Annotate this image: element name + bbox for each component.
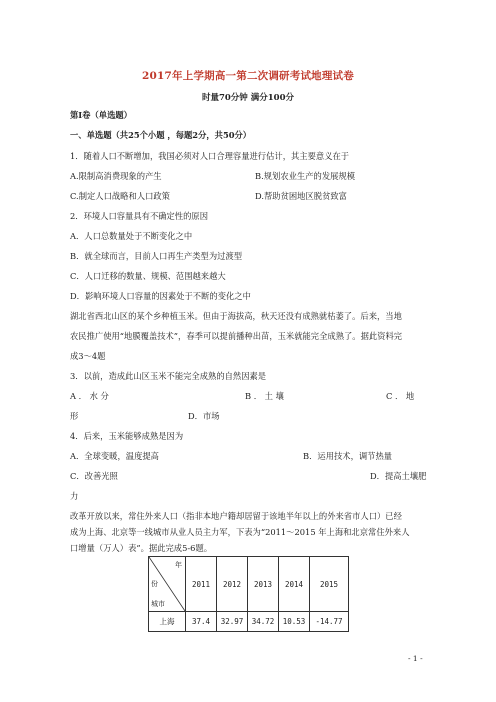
table-year-header: 2013 <box>248 557 279 612</box>
q2-option-c: C．人口迁移的数量、规模、范围越来越大 <box>70 271 226 281</box>
table-header-row <box>149 557 349 612</box>
q3-stem: 3．以前，造成此山区玉米不能完全成熟的自然因素是 <box>70 371 267 381</box>
q4-option-b: B．运用技术，调节热量 <box>303 451 393 461</box>
q1-option-b: B.规划农业生产的发展规模 <box>255 171 356 181</box>
q4-option-c: C．改善光照 <box>70 471 118 481</box>
q4-option-d-cont: 力 <box>70 491 79 501</box>
page-number: - 1 - <box>408 654 423 663</box>
table-value-cell: 10.53 <box>279 612 310 632</box>
q3-option-c-cont: 形 <box>70 411 79 421</box>
section-heading: 第I卷（单选题） <box>70 110 132 120</box>
table-corner-header <box>149 557 186 612</box>
header-year-label: 年 <box>175 561 182 569</box>
table-value-cell: 32.97 <box>217 612 248 632</box>
population-table <box>148 556 349 632</box>
passage1-line: 农民推广使用“地膜覆盖技术”，春季可以提前播种出苗，玉米就能完全成熟了。据此资料完 <box>70 331 403 341</box>
q1-option-d: D.帮助贫困地区脱贫致富 <box>255 191 347 201</box>
exam-subtitle: 时量70分钟 满分100分 <box>201 93 295 103</box>
header-year-label-2: 份 <box>151 580 158 588</box>
table-year-header: 2011 <box>186 557 217 612</box>
q3-option-a: A ． 水 分 <box>70 391 109 401</box>
q4-option-d: D．提高土壤肥 <box>370 471 427 481</box>
passage2-line: 改革开放以来，常住外来人口（指非本地户籍却居留于该地半年以上的外来省市人口）已经 <box>70 511 402 521</box>
table-year-header: 2012 <box>217 557 248 612</box>
q1-option-a: A.限制高消费现象的产生 <box>70 171 162 181</box>
q3-option-b: B ． 土 壤 <box>245 391 284 401</box>
table-year-header: 2014 <box>279 557 310 612</box>
passage1-line: 成3～4题 <box>70 351 106 361</box>
q2-option-a: A．人口总数量处于不断变化之中 <box>70 231 193 241</box>
passage2-line: 成为上海、北京等一线城市从业人员主力军，下表为“2011～2015 年上海和北京常住外来人 <box>70 527 410 537</box>
table-row <box>149 612 349 632</box>
table-value-cell: -14.77 <box>310 612 349 632</box>
part-heading: 一、单选题（共25个小题 ，每题2分，共50分） <box>70 130 252 140</box>
q1-option-c: C.制定人口战略和人口政策 <box>70 191 170 201</box>
q3-option-c: C ． 地 <box>386 391 415 401</box>
table-year-header: 2015 <box>310 557 349 612</box>
q2-stem: 2．环境人口容量具有不确定性的原因 <box>70 211 209 221</box>
passage1-line: 湖北省西北山区的某个乡种植玉米。但由于海拔高，秋天还没有成熟就枯萎了。后来，当地 <box>70 311 402 321</box>
q2-option-b: B．就全球而言，目前人口再生产类型为过渡型 <box>70 251 243 261</box>
passage2-line: 口增量（万人）表”。据此完成5-6题。 <box>70 543 213 553</box>
header-city-label: 城市 <box>151 600 165 608</box>
table-city-cell: 上海 <box>149 612 186 632</box>
table-value-cell: 34.72 <box>248 612 279 632</box>
q4-option-a: A．全球变暖，温度提高 <box>70 451 159 461</box>
table-value-cell: 37.4 <box>186 612 217 632</box>
q3-option-d: D．市场 <box>188 411 220 421</box>
exam-title: 2017年上学期高一第二次调研考试地理试卷 <box>142 70 354 82</box>
q1-stem: 1．随着人口不断增加，我国必须对人口合理容量进行估计，其主要意义在于 <box>70 151 350 161</box>
q2-option-d: D．影响环境人口容量的因素处于不断的变化之中 <box>70 291 251 301</box>
q4-stem: 4．后来，玉米能够成熟是因为 <box>70 431 184 441</box>
